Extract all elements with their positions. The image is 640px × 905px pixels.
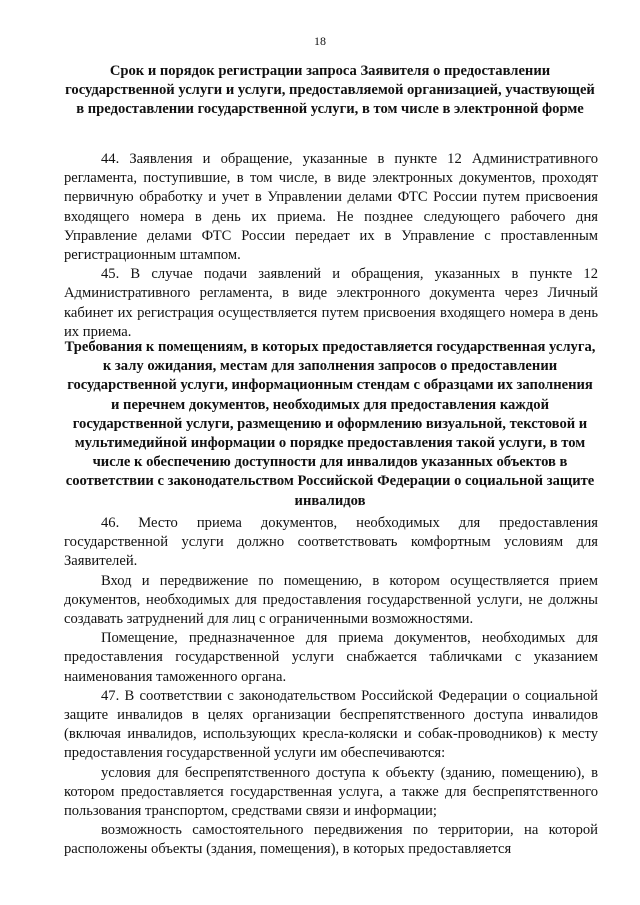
- paragraph-46: 46. Место приема документов, необходимых для предоставления государственной услуги должно соответствовать комфортным условиям для Заявителей.: [64, 515, 598, 570]
- page-number: 18: [314, 34, 326, 48]
- paragraph-access-conditions: условия для беспрепятственного доступа к объекту (зданию, помещению), в котором предоставляется государственная услуга, а также для беспрепятственного пользования транспортом, средствами связи и информации;: [64, 764, 598, 820]
- section-heading-registration: Срок и порядок регистрации запроса Заявителя о предоставлении государственной услуги и услуги, предоставляемой организацией, участвующей в предоставлении государственной услуги, в том числе в электронной форме: [65, 63, 595, 118]
- section-body-premises: [64, 514, 598, 860]
- paragraph-47: 47. В соответствии с законодательством Российской Федерации о социальной защите инвалидов в целях организации беспрепятственного доступа инвалидов (включая инвалидов, использующих кресла-коляски и собак-проводников) к месту предоставления государственной услуги им обеспечиваются:: [64, 687, 598, 762]
- paragraph-45: 45. В случае подачи заявлений и обращения, указанных в пункте 12 Административного регламента, в виде электронного документа через Личный кабинет их регистрация осуществляется путем присвоения входящего номера в день их приема.: [64, 266, 598, 340]
- paragraph-signage: Помещение, предназначенное для приема документов, необходимых для предоставления государственной услуги снабжается табличками с указанием наименования таможенного органа.: [64, 630, 598, 685]
- section-body-registration: [64, 150, 598, 342]
- paragraph-independent-movement: возможность самостоятельного передвижения по территории, на которой расположены объекты (здания, помещения), в которых предоставляется: [64, 822, 598, 858]
- section-heading-premises: Требования к помещениям, в которых предоставляется государственная услуга, к залу ожидания, местам для заполнения запросов о предоставлении государственной услуги, информационным стендам с образцами их заполнения и перечнем документов, необходимых для предоставления каждой государственной услуги, размещению и оформлению визуальной, текстовой и мультимедийной информации о порядке предоставления такой услуги, в том числе к обеспечению доступности для инвалидов указанных объектов в соответствии с законодательством Российской Федерации о социальной защите инвалидов: [64, 339, 596, 509]
- paragraph-44: 44. Заявления и обращение, указанные в пункте 12 Административного регламента, поступившие, в том числе, в виде электронных документов, проходят первичную обработку и учет в Управлении делами ФТС России путем присвоения входящего номера в день их приема. Не позднее следующего рабочего дня Управление делами ФТС России передает их в Управление с проставленным регистрационным штампом.: [64, 151, 598, 264]
- paragraph-entrance: Вход и передвижение по помещению, в котором осуществляется прием документов, необходимых для предоставления государственной услуги, не должны создавать затруднений для лиц с ограниченными возможностями.: [64, 572, 598, 628]
